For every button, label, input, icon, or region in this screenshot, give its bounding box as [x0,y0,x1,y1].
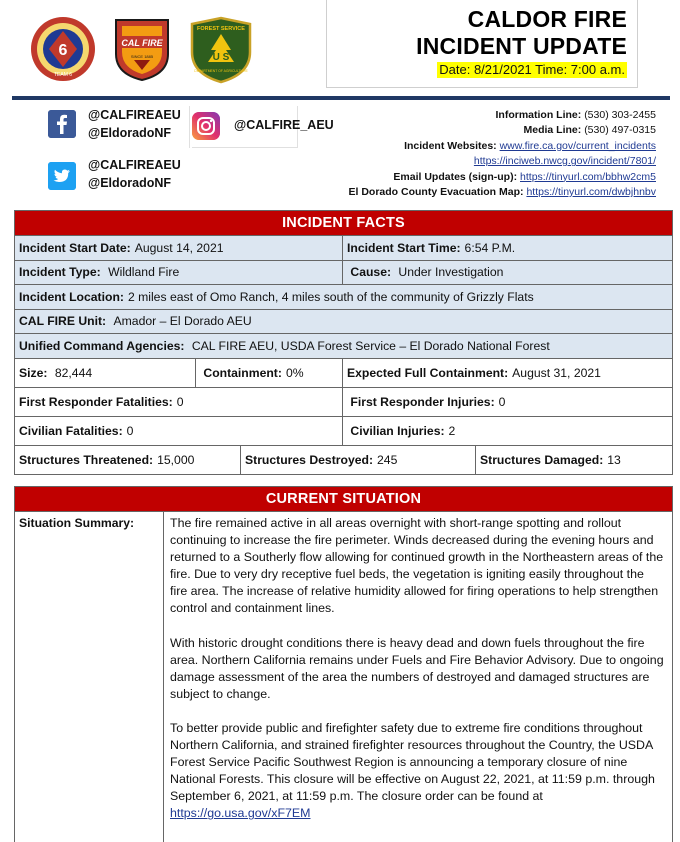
facebook-handle-2[interactable]: @EldoradoNF [88,126,172,140]
location-cell: Incident Location: 2 miles east of Omo Ranch, 4 miles south of the community of Grizzly Flats [19,289,534,304]
evacuation-map-link[interactable]: https://tinyurl.com/dwbjhnbv [526,186,656,199]
title-block [326,0,638,88]
expected-containment-cell: Expected Full Containment: August 31, 2021 [342,359,672,387]
usfs-mid-text: U S [212,52,230,63]
start-time-cell: Incident Start Time: 6:54 P.M. [342,236,672,260]
structures-threatened-cell: Structures Threatened: 15,000 [19,452,195,467]
incident-facts-table [14,210,673,475]
situation-paragraph-2: With historic drought conditions there is heavy dead and down fuels throughout the fire area. Northern California remains under Fuels and Fire Behavior Advisory. Due to ongoing damage assessment of the area the numbers of destroyed and damaged structures are subject to change. [170,635,664,701]
cause-cell: Cause: Under Investigation [342,261,672,285]
responder-fatalities-cell: First Responder Fatalities: 0 [19,394,184,409]
document-title: CALDOR FIRE [467,6,627,32]
current-situation-heading: CURRENT SITUATION [15,487,672,511]
table-row [15,235,672,260]
table-row [15,387,672,416]
situation-paragraph-1: The fire remained active in all areas overnight with short-range spotting and rollout continuing to increase the fire perimeter. Winds decreased during the evening hours and returned to a Southerly flow allowing for continued growth in the Northeastern areas of the fire. Due to very dry receptive fuel beds, the vegetation is igniting easily throughout the fire area. The increase of relative humidity allowed for firing operations to help strengthen control and containment lines. [170,516,664,616]
incident-type-cell: Incident Type: Wildland Fire [19,265,180,280]
table-row [15,309,672,334]
website-link-1[interactable]: www.fire.ca.gov/current_incidents [499,139,656,152]
twitter-text [88,156,181,192]
contact-information [349,108,657,200]
email-signup-link[interactable]: https://tinyurl.com/bbhw2cm5 [520,170,656,183]
twitter-icon[interactable] [48,162,76,190]
table-row [15,445,672,474]
situation-row [15,511,672,842]
situation-summary-label: Situation Summary: [15,512,164,842]
team-6-emblem-icon [30,16,96,82]
table-row [15,260,672,285]
calfire-since-text: SINCE 1885 [130,54,154,59]
facebook-icon[interactable] [48,110,76,138]
table-row [15,284,672,309]
usfs-top-text: FOREST SERVICE [197,26,245,32]
start-date-cell: Incident Start Date: August 14, 2021 [19,240,224,255]
structures-damaged-cell: Structures Damaged: 13 [475,446,672,474]
twitter-handle-2[interactable]: @EldoradoNF [88,176,172,190]
structures-destroyed-cell: Structures Destroyed: 245 [240,446,475,474]
agency-logos [20,6,260,86]
update-date-time: Date: 8/21/2021 Time: 7:00 a.m. [439,62,625,77]
table-row [15,358,672,387]
containment-cell: Containment: 0% [195,359,342,387]
unified-command-cell: Unified Command Agencies: CAL FIRE AEU, USDA Forest Service – El Dorado National Forest [19,338,550,353]
header-divider [12,96,670,100]
instagram-handle[interactable]: @CALFIRE_AEU [234,118,334,132]
size-cell: Size: 82,444 [19,365,93,380]
table-row [15,333,672,358]
calfire-unit-cell: CAL FIRE Unit: Amador – El Dorado AEU [19,314,252,329]
current-situation-table [14,486,673,842]
svg-text:6: 6 [58,42,68,59]
website-link-2[interactable]: https://inciweb.nwcg.gov/incident/7801/ [473,155,656,168]
situation-summary-text [164,512,672,842]
situation-paragraph-3: To better provide public and firefighter safety due to extreme fire conditions throughout Northern California, and strained firefighter resources throughout the Country, the USDA Forest Service Pacific Southwest Region is announcing a temporary closure of nine National Forests. This closure will be effective on August 22, 2021, at 11:59 p.m. through September 6, 2021, at 11:59 p.m. The closure order can be found at https://go.usa.gov/xF7EM [170,720,655,821]
civilian-fatalities-cell: Civilian Fatalities: 0 [19,423,134,438]
media-line: Media Line: (530) 497-0315 [523,124,656,137]
instagram-icon[interactable] [192,112,220,140]
email-updates: Email Updates (sign-up): https://tinyurl.com/bbhw2cm5 [393,170,656,183]
team-logo-text: TEAM 6 [53,72,73,78]
table-row [15,416,672,445]
cal-fire-badge-icon [112,16,172,82]
facebook-handle-1[interactable]: @CALFIREAEU [88,108,181,122]
closure-order-link[interactable]: https://go.usa.gov/xF7EM [170,806,311,821]
incident-websites: Incident Websites: www.fire.ca.gov/current_incidents [404,139,656,152]
document-subtitle: INCIDENT UPDATE [416,33,627,59]
evacuation-map: El Dorado County Evacuation Map: https://tinyurl.com/dwbjhnbv [348,186,656,199]
civilian-injuries-cell: Civilian Injuries: 2 [342,417,672,445]
incident-facts-heading: INCIDENT FACTS [15,211,672,235]
information-line: Information Line: (530) 303-2455 [495,109,656,121]
forest-service-shield-icon [190,16,252,84]
responder-injuries-cell: First Responder Injuries: 0 [342,388,672,416]
twitter-handle-1[interactable]: @CALFIREAEU [88,158,181,172]
facebook-text [88,106,181,142]
calfire-logo-text: CAL FIRE [121,38,163,48]
usfs-bottom-text: DEPARTMENT OF AGRICULTURE [194,69,248,73]
